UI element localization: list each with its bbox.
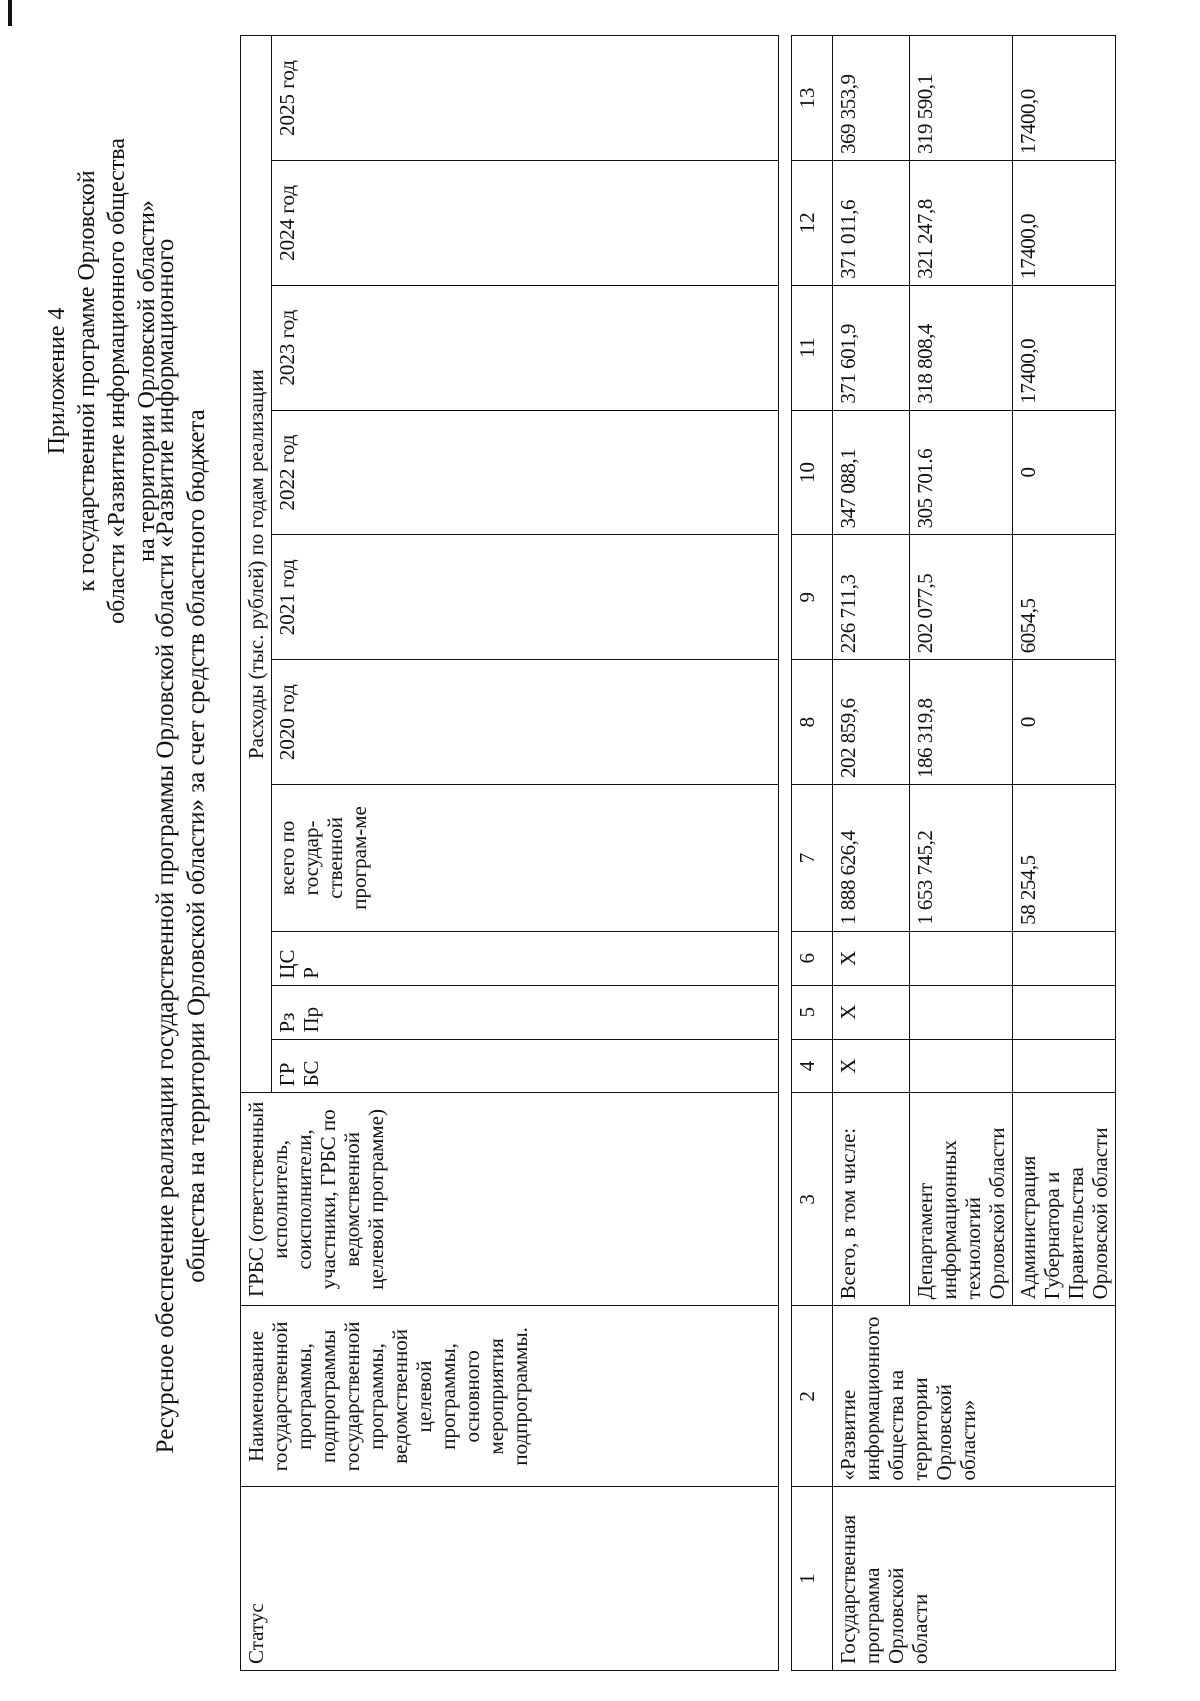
- row-value: 371 601,9: [833, 285, 910, 410]
- header-year: 2024 год: [272, 160, 779, 285]
- column-number: 11: [792, 285, 833, 410]
- document-title: [150, 151, 212, 1541]
- row-rzpr: [1013, 985, 1116, 1039]
- header-grbs-code: ГР БС: [272, 1039, 779, 1093]
- header-expenses: Расходы (тыс. рублей) по годам реализации: [241, 36, 272, 1093]
- title-line: общества на территории Орловской области» за счет средств областного бюджета: [183, 409, 210, 1283]
- row-csr: [910, 931, 1013, 985]
- column-number: 2: [792, 1306, 833, 1487]
- header-year: 2022 год: [272, 410, 779, 535]
- header-row: [241, 36, 272, 1671]
- column-number: 13: [792, 36, 833, 161]
- row-value: 319 590,1: [910, 36, 1013, 161]
- appendix-line: области «Развитие информационного общества: [104, 138, 130, 624]
- scan-mark: [8, 0, 12, 26]
- header-year: 2021 год: [272, 535, 779, 660]
- row-value: 369 353,9: [833, 36, 910, 161]
- header-year: 2020 год: [272, 660, 779, 785]
- table-row: [833, 36, 910, 1671]
- row-value: 347 088,1: [833, 410, 910, 535]
- row-grbs-code: [1013, 1039, 1116, 1093]
- header-csr: ЦС Р: [272, 931, 779, 985]
- row-grbs: Администрация Губернатора и Правительства Орловской области: [1013, 1093, 1116, 1306]
- row-program-name: «Развитие информационного общества на территории Орловской области»: [833, 1306, 1116, 1487]
- row-rzpr: [910, 985, 1013, 1039]
- row-value: 17400,0: [1013, 285, 1116, 410]
- row-value: 0: [1013, 410, 1116, 535]
- column-number-row: [792, 36, 833, 1671]
- column-number: 9: [792, 535, 833, 660]
- header-grbs: ГРБС (ответственный исполнитель, соисполнители, участники, ГРБС по ведомственной целевой программе): [241, 1093, 779, 1306]
- header-status: Статус: [241, 1487, 779, 1671]
- appendix-line: к государственной программе Орловской: [74, 170, 100, 592]
- row-value: 321 247,8: [910, 160, 1013, 285]
- row-grbs: Всего, в том числе:: [833, 1093, 910, 1306]
- row-total: 1 653 745,2: [910, 785, 1013, 932]
- column-number: 3: [792, 1093, 833, 1306]
- row-value: 6054,5: [1013, 535, 1116, 660]
- table-gap: [779, 36, 792, 1671]
- column-number: 12: [792, 160, 833, 285]
- row-value: 305 701.6: [910, 410, 1013, 535]
- row-value: 17400,0: [1013, 36, 1116, 161]
- appendix-line: Приложение 4: [44, 307, 70, 455]
- appendix-note: [42, 61, 162, 701]
- column-number: 4: [792, 1039, 833, 1093]
- row-value: 202 859,6: [833, 660, 910, 785]
- row-csr: [1013, 931, 1116, 985]
- column-number: 5: [792, 985, 833, 1039]
- row-grbs-code: [910, 1039, 1013, 1093]
- row-status: Государственная программа Орловской области: [833, 1487, 1116, 1671]
- resource-table: [240, 35, 1116, 1671]
- row-total: 1 888 626,4: [833, 785, 910, 932]
- row-value: 17400,0: [1013, 160, 1116, 285]
- column-number: 6: [792, 931, 833, 985]
- row-total: 58 254,5: [1013, 785, 1116, 932]
- row-rzpr: Х: [833, 985, 910, 1039]
- row-csr: Х: [833, 931, 910, 985]
- header-total: всего по государ-ственной програм-ме: [272, 785, 779, 932]
- row-value: 371 011,6: [833, 160, 910, 285]
- row-value: 186 319,8: [910, 660, 1013, 785]
- column-number: 8: [792, 660, 833, 785]
- header-year: 2025 год: [272, 36, 779, 161]
- column-number: 10: [792, 410, 833, 535]
- header-rzpr: Рз Пр: [272, 985, 779, 1039]
- header-year: 2023 год: [272, 285, 779, 410]
- appendix-line: на территории Орловской области»: [134, 200, 160, 562]
- row-value: 226 711,3: [833, 535, 910, 660]
- column-number: 7: [792, 785, 833, 932]
- row-value: 318 808,4: [910, 285, 1013, 410]
- row-grbs: Департамент информационных технологий Орловской области: [910, 1093, 1013, 1306]
- row-grbs-code: Х: [833, 1039, 910, 1093]
- row-value: 0: [1013, 660, 1116, 785]
- row-value: 202 077,5: [910, 535, 1013, 660]
- title-line: Ресурсное обеспечение реализации государственной программы Орловской области «Развитие информационного: [152, 238, 179, 1454]
- header-name: Наименование государственной программы, подпрограммы государственной программы, ведомственной целевой программы, основного мероприятия подпрограммы.: [241, 1306, 779, 1487]
- column-number: 1: [792, 1487, 833, 1671]
